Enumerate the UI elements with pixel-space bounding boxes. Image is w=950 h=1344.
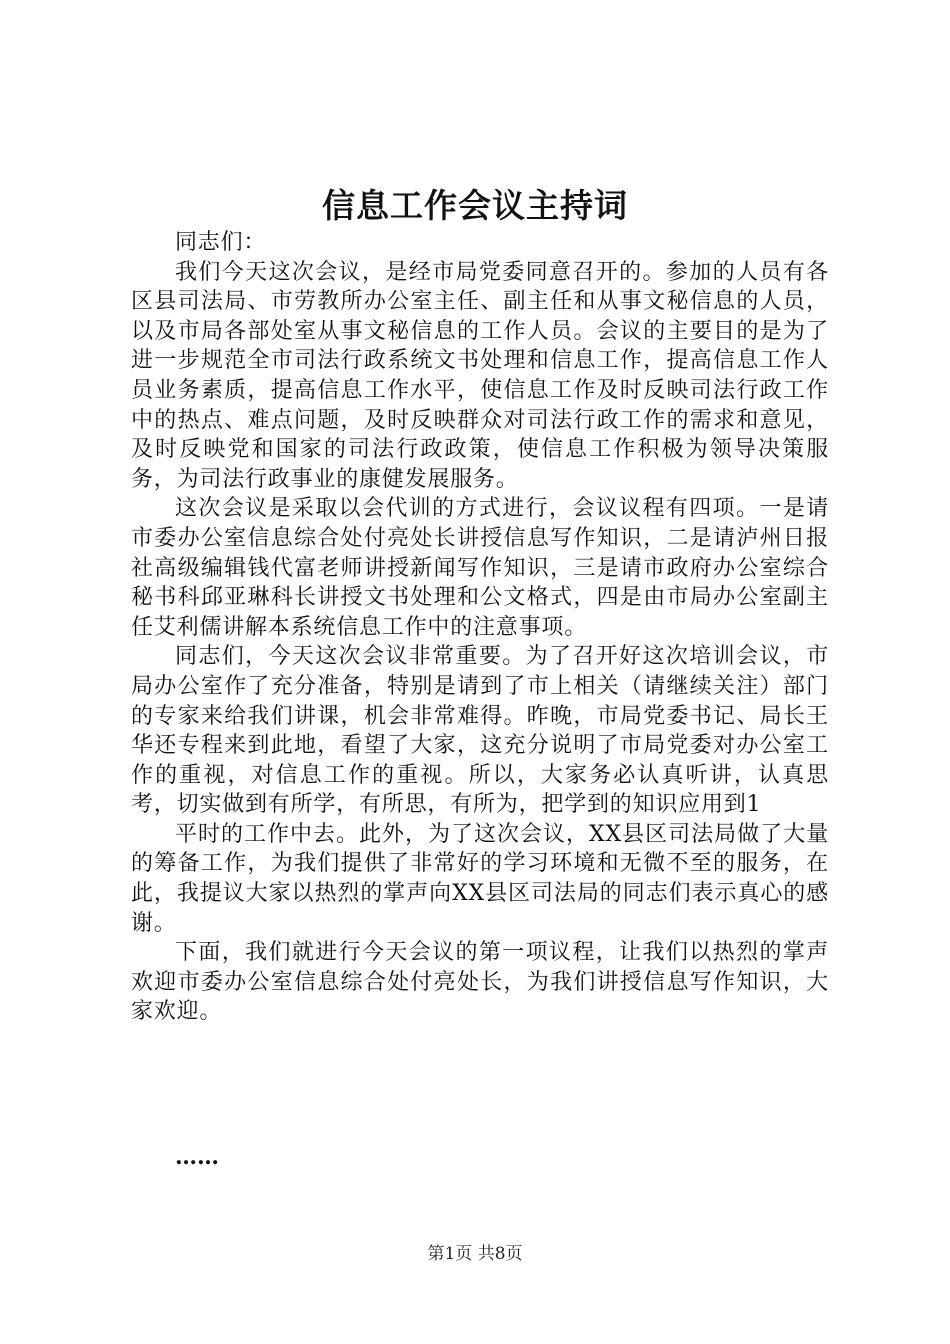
document-body: [131, 228, 829, 1027]
paragraph-4: 平时的工作中去。此外，为了这次会议，XX县区司法局做了大量的筹备工作，为我们提供了非常好的学习环境和无微不至的服务，在此，我提议大家以热烈的掌声向XX县区司法局的同志们表示真心的感谢。: [131, 821, 829, 936]
paragraph-3: 同志们，今天这次会议非常重要。为了召开好这次培训会议，市局办公室作了充分准备，特别是请到了市上相关（请继续关注）部门的专家来给我们讲课，机会非常难得。昨晚，市局党委书记、局长王华还专程来到此地，看望了大家，这充分说明了市局党委对办公室工作的重视，对信息工作的重视。所以，大家务必认真听讲，认真思考，切实做到有所学，有所思，有所为，把学到的知识应用到1: [131, 644, 829, 818]
page-footer: 第1页 共8页: [427, 1244, 523, 1264]
paragraph-2: 这次会议是采取以会代训的方式进行，会议议程有四项。一是请市委办公室信息综合处付亮处长讲授信息写作知识，二是请泸州日报社高级编辑钱代富老师讲授新闻写作知识，三是请市政府办公室综合秘书科邱亚琳科长讲授文书处理和公文格式，四是由市局办公室副主任艾利儒讲解本系统信息工作中的注意事项。: [131, 496, 829, 640]
ellipsis-mark: ……: [175, 1144, 219, 1170]
paragraph-5: 下面，我们就进行今天会议的第一项议程，让我们以热烈的掌声欢迎市委办公室信息综合处付亮处长，为我们讲授信息写作知识，大家欢迎。: [131, 940, 829, 1025]
paragraph-1: 我们今天这次会议，是经市局党委同意召开的。参加的人员有各区县司法局、市劳教所办公室主任、副主任和从事文秘信息的人员，以及市局各部处室从事文秘信息的工作人员。会议的主要目的是为了进一步规范全市司法行政系统文书处理和信息工作，提高信息工作人员业务素质，提高信息工作水平，使信息工作及时反映司法行政工作中的热点、难点问题，及时反映群众对司法行政工作的需求和意见，及时反映党和国家的司法行政政策，使信息工作积极为领导决策服务，为司法行政事业的康健发展服务。: [131, 259, 829, 492]
salutation: 同志们：: [175, 230, 267, 255]
document-title: 信息工作会议主持词: [322, 186, 628, 225]
